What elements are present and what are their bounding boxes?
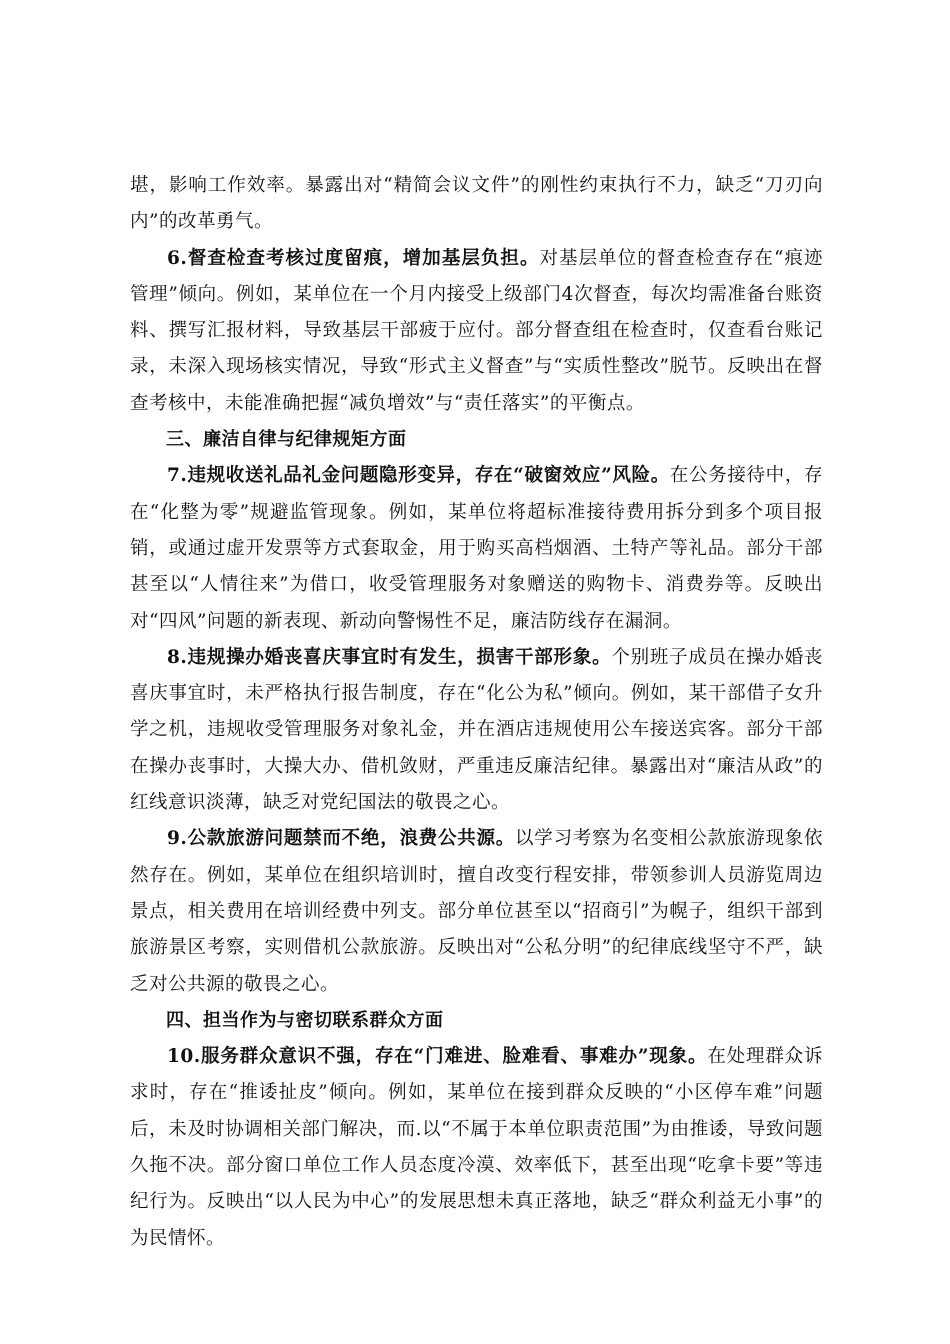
item-8-title: 8.违规操办婚丧喜庆事宜时有发生，损害干部形象。 (167, 646, 612, 668)
item-9-title: 9.公款旅游问题禁而不绝，浪费公共源。 (167, 828, 516, 850)
item-6-title: 6.督查检查考核过度留痕，增加基层负担。 (167, 247, 540, 269)
document-body (130, 168, 823, 1257)
item-7-title: 7.违规收送礼品礼金问题隐形变异，存在“破窗效应”风险。 (167, 465, 670, 487)
item-10-body: 在处理群众诉求时，存在“推诿扯皮”倾向。例如，某单位在接到群众反映的“小区停车难”问题后，未及时协调相关部门解决，而.以“不属于本单位职责范围”为由推诿，导致问题久拖不决。部分窗口单位工作人员态度冷漠、效率低下，甚至出现“吃拿卡要”等违纪行为。反映出“以人民为中心”的发展思想未真正落地，缺乏“群众利益无小事”的为民情怀。 (130, 1046, 823, 1249)
paragraph-item-9 (130, 821, 823, 1002)
item-8-body: 个别班子成员在操办婚丧喜庆事宜时，未严格执行报告制度，存在“化公为私”倾向。例如，某干部借子女升学之机，违规收受管理服务对象礼金，并在酒店违规使用公车接送宾客。部分干部在操办丧事时，大操大办、借机敛财，严重违反廉洁纪律。暴露出对“廉洁从政”的红线意识淡薄，缺乏对党纪国法的敬畏之心。 (130, 646, 823, 814)
paragraph-item-6 (130, 241, 823, 422)
paragraph-item-8 (130, 640, 823, 821)
item-6-body: 对基层单位的督查检查存在“痕迹管理”倾向。例如，某单位在一个月内接受上级部门4次督查，每次均需准备台账资料、撰写汇报材料，导致基层干部疲于应付。部分督查组在检查时，仅查看台账记录，未深入现场核实情况，导致“形式主义督查”与“实质性整改”脱节。反映出在督查考核中，未能准确把握“减负增效”与“责任落实”的平衡点。 (130, 247, 823, 414)
section-heading-4: 四、担当作为与密切联系群众方面 (166, 1009, 444, 1031)
paragraph-item-7 (130, 458, 823, 639)
item-10-title: 10.服务群众意识不强，存在“门难进、脸难看、事难办”现象。 (167, 1046, 708, 1068)
section-heading-3: 三、廉洁自律与纪律规矩方面 (166, 429, 407, 451)
paragraph-continuation: 堪，影响工作效率。暴露出对“精简会议文件”的刚性约束执行不力，缺乏“刀刃向内”的改革勇气。 (130, 175, 823, 233)
item-7-body: 在公务接待中，存在“化整为零”规避监管现象。例如，某单位将超标准接待费用拆分到多个项目报销，或通过虚开发票等方式套取金，用于购买高档烟酒、土特产等礼品。部分干部甚至以“人情往来”为借口，收受管理服务对象赠送的购物卡、消费券等。反映出对“四风”问题的新表现、新动向警惕性不足，廉洁防线存在漏洞。 (130, 465, 823, 632)
paragraph-item-10 (130, 1039, 823, 1257)
item-9-body: 以学习考察为名变相公款旅游现象依然存在。例如，某单位在组织培训时，擅自改变行程安排，带领参训人员游览周边景点，相关费用在培训经费中列支。部分单位甚至以“招商引”为幌子，组织干部到旅游景区考察，实则借机公款旅游。反映出对“公私分明”的纪律底线坚守不严，缺乏对公共源的敬畏之心。 (130, 828, 823, 995)
